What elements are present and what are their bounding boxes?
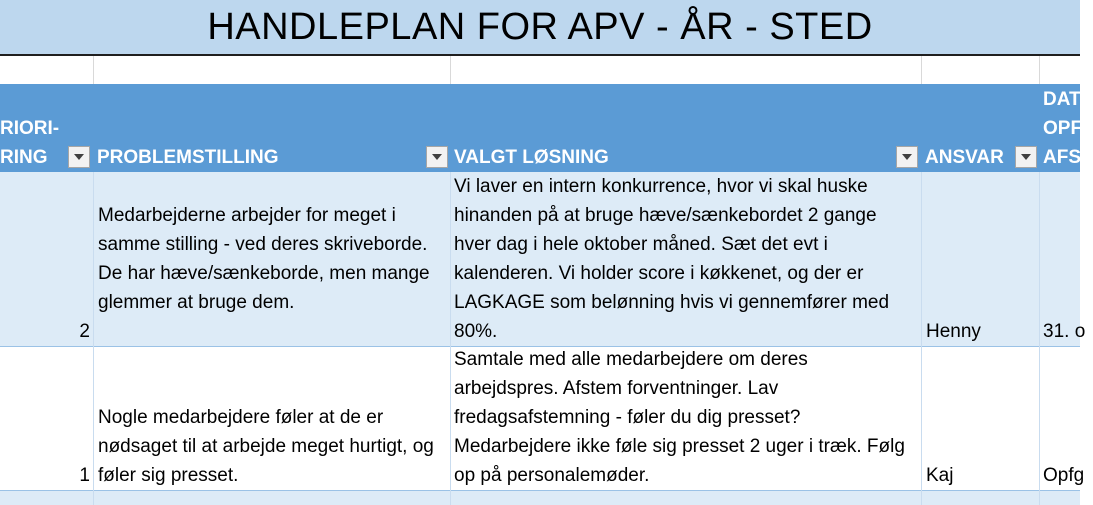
cell-date[interactable]: Opfg bbox=[1043, 465, 1085, 486]
spacer-row bbox=[0, 56, 1080, 84]
gridline bbox=[93, 56, 94, 84]
cell-responsible[interactable]: Henny bbox=[926, 321, 981, 342]
cell-solution[interactable]: Samtale med alle medarbejdere om deres arbejdspres. Afstem forventninger. Lav fredagsafstemning - føler du dig presset? Medarbejdere ikke føle sig presset 2 uger i træk. Følg op på personalemøder. bbox=[454, 349, 905, 486]
header-date-line3: AFSL bbox=[1043, 147, 1093, 168]
row-divider bbox=[0, 490, 1080, 491]
filter-dropdown-problem[interactable] bbox=[426, 146, 448, 168]
cell-date[interactable]: 31. o bbox=[1043, 321, 1086, 342]
cell-solution[interactable]: Vi laver en intern konkurrence, hvor vi skal huske hinanden på at bruge hæve/sænkebordet 2 gange hver dag i hele oktober måned. Sæt det evt i kalenderen. Vi holder score i køkkenet, og der er LAGKAGE som belønning hvis vi gennemfører med 80%. bbox=[454, 176, 890, 342]
header-solution: VALGT LØSNING bbox=[454, 147, 609, 168]
filter-dropdown-responsible[interactable] bbox=[1015, 146, 1037, 168]
gridline bbox=[921, 172, 922, 505]
page-title: HANDLEPLAN FOR APV - ÅR - STED bbox=[207, 6, 873, 48]
gridline bbox=[450, 56, 451, 84]
header-priority-line2: RING bbox=[0, 147, 48, 168]
gridline bbox=[921, 56, 922, 84]
cell-priority[interactable]: 1 bbox=[79, 465, 90, 486]
filter-dropdown-priority[interactable] bbox=[68, 146, 90, 168]
gridline bbox=[1039, 56, 1040, 84]
header-responsible: ANSVAR bbox=[925, 147, 1004, 168]
cell-priority[interactable]: 2 bbox=[79, 321, 90, 342]
header-date-line1: DAT bbox=[1043, 89, 1081, 110]
filter-dropdown-solution[interactable] bbox=[896, 146, 918, 168]
gridline bbox=[93, 172, 94, 505]
title-band bbox=[0, 0, 1080, 56]
header-date-line2: OPF bbox=[1043, 118, 1083, 139]
cell-responsible[interactable]: Kaj bbox=[926, 465, 954, 486]
table-row bbox=[0, 490, 1080, 505]
cell-problem[interactable]: Medarbejderne arbejder for meget i samme stilling - ved deres skriveborde. De har hæve/sænkeborde, men mange glemmer at bruge dem. bbox=[98, 205, 430, 313]
gridline bbox=[450, 172, 451, 505]
cell-problem[interactable]: Nogle medarbejdere føler at de er nødsaget til at arbejde meget hurtigt, og føler sig presset. bbox=[98, 407, 434, 486]
header-problem: PROBLEMSTILLING bbox=[97, 147, 279, 168]
gridline bbox=[1039, 172, 1040, 505]
header-priority-line1: RIORI- bbox=[0, 118, 60, 139]
